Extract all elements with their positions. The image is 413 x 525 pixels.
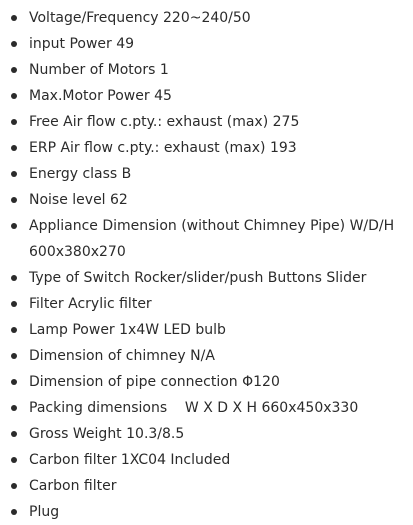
spec-item bbox=[0, 83, 413, 109]
spec-text: Carbon filter 1XC04 Included bbox=[29, 452, 231, 468]
spec-item bbox=[0, 343, 413, 369]
spec-text: Voltage/Frequency 220~240/50 bbox=[29, 10, 251, 26]
bullet-icon bbox=[11, 509, 17, 515]
bullet-icon bbox=[11, 379, 17, 385]
bullet-icon bbox=[11, 93, 17, 99]
bullet-icon bbox=[11, 301, 17, 307]
spec-text: Appliance Dimension (without Chimney Pipe) W/D/H bbox=[29, 218, 395, 234]
spec-item bbox=[0, 317, 413, 343]
spec-item bbox=[0, 395, 413, 421]
spec-item bbox=[0, 187, 413, 213]
bullet-icon bbox=[11, 119, 17, 125]
spec-text: Gross Weight 10.3/8.5 bbox=[29, 426, 185, 442]
spec-item bbox=[0, 31, 413, 57]
bullet-icon bbox=[11, 483, 17, 489]
spec-item bbox=[0, 109, 413, 135]
spec-text: Dimension of chimney N/A bbox=[29, 348, 215, 364]
bullet-icon bbox=[11, 197, 17, 203]
bullet-icon bbox=[11, 275, 17, 281]
spec-text: Lamp Power 1x4W LED bulb bbox=[29, 322, 226, 338]
spec-text: Packing dimensions W X D X H 660x450x330 bbox=[29, 400, 359, 416]
spec-text: Type of Switch Rocker/slider/push Buttons Slider bbox=[29, 270, 367, 286]
spec-text: Noise level 62 bbox=[29, 192, 128, 208]
spec-text: Energy class B bbox=[29, 166, 132, 182]
bullet-icon bbox=[11, 431, 17, 437]
spec-text: input Power 49 bbox=[29, 36, 135, 52]
spec-item bbox=[0, 265, 413, 291]
spec-item bbox=[0, 291, 413, 317]
spec-text: Max.Motor Power 45 bbox=[29, 88, 172, 104]
spec-text: ERP Air flow c.pty.: exhaust (max) 193 bbox=[29, 140, 297, 156]
spec-text: Carbon filter bbox=[29, 478, 117, 494]
bullet-icon bbox=[11, 457, 17, 463]
spec-text: Plug bbox=[29, 504, 60, 520]
bullet-icon bbox=[11, 171, 17, 177]
spec-text: Free Air flow c.pty.: exhaust (max) 275 bbox=[29, 114, 300, 130]
spec-text: 600x380x270 bbox=[29, 244, 126, 260]
spec-item bbox=[0, 213, 413, 265]
spec-text: Number of Motors 1 bbox=[29, 62, 169, 78]
bullet-icon bbox=[11, 223, 17, 229]
spec-item bbox=[0, 135, 413, 161]
spec-item bbox=[0, 161, 413, 187]
spec-text: Dimension of pipe connection Φ120 bbox=[29, 374, 280, 390]
bullet-icon bbox=[11, 327, 17, 333]
bullet-icon bbox=[11, 15, 17, 21]
spec-list bbox=[0, 5, 413, 525]
bullet-icon bbox=[11, 353, 17, 359]
spec-item bbox=[0, 57, 413, 83]
spec-item bbox=[0, 421, 413, 447]
spec-item bbox=[0, 473, 413, 499]
spec-item bbox=[0, 499, 413, 525]
spec-text: Filter Acrylic filter bbox=[29, 296, 152, 312]
bullet-icon bbox=[11, 41, 17, 47]
spec-item bbox=[0, 5, 413, 31]
bullet-icon bbox=[11, 67, 17, 73]
bullet-icon bbox=[11, 145, 17, 151]
spec-item bbox=[0, 447, 413, 473]
spec-item bbox=[0, 369, 413, 395]
bullet-icon bbox=[11, 405, 17, 411]
